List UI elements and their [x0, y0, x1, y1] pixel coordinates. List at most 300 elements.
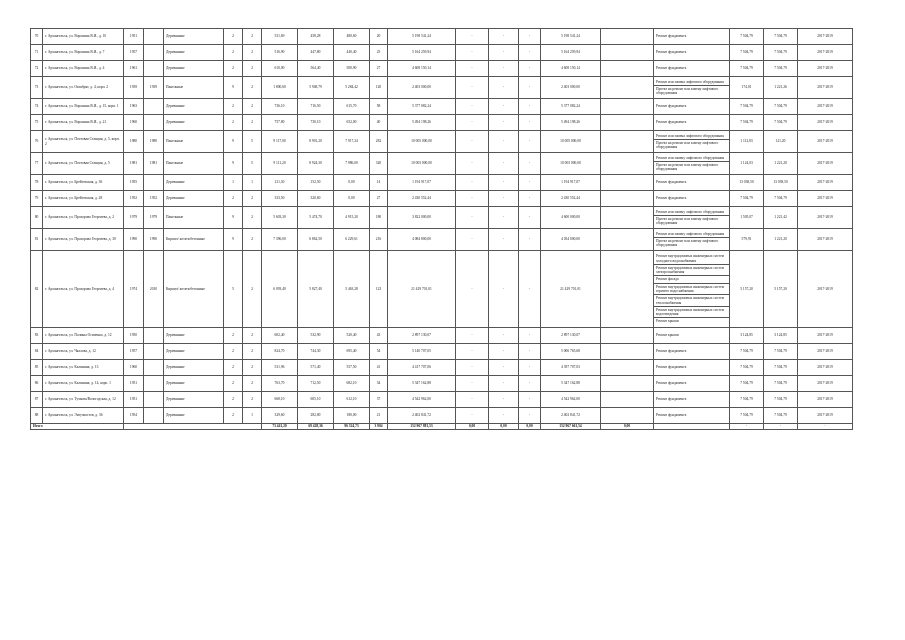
fund-cell-1: -: [456, 392, 489, 408]
total-works-blank: [654, 424, 730, 430]
year-built-cell: 1990: [124, 229, 144, 251]
work-types-cell: [654, 29, 730, 45]
entrances-cell: 2: [243, 191, 262, 207]
capital-fund-cell: 5 006 765,68: [541, 344, 601, 360]
entrances-cell: 5: [243, 153, 262, 175]
capital-fund-cell: 5 164 259,94: [541, 45, 601, 61]
years-cell: 2017-2019: [798, 115, 853, 131]
table-row: [31, 408, 853, 424]
residents-cell: 41: [370, 360, 388, 376]
table-row: [31, 328, 853, 344]
floors-cell: 2: [224, 376, 243, 392]
fund-cell-2: -: [489, 207, 519, 229]
repair-cost-cell: 10 005 000,00: [388, 131, 456, 153]
capital-fund-cell: 5 198 541,24: [541, 29, 601, 45]
total-unit-cost: -: [730, 424, 764, 430]
residents-cell: 27: [370, 61, 388, 77]
floors-cell: 2: [224, 45, 243, 61]
entrances-cell: 2: [243, 344, 262, 360]
residential-area-cell: 6 229,61: [334, 229, 370, 251]
work-type-item: Ремонт фундамента: [656, 413, 687, 418]
work-type-item: Ремонт фундамента: [656, 180, 687, 185]
entrances-cell: 2: [243, 99, 262, 115]
wall-material-cell: Деревянные: [164, 175, 224, 191]
residents-cell: 123: [370, 251, 388, 328]
total-area-cell: 668,10: [262, 392, 298, 408]
work-type-item: Ремонт или замена лифтового оборудования: [654, 79, 729, 86]
address-cell: г. Архангельск, ул. Брейтовская, д. 36: [43, 175, 124, 191]
fund-cell-4: [601, 153, 654, 175]
residential-area-cell: 5 463,28: [334, 251, 370, 328]
fund-cell-4: [601, 175, 654, 191]
table-row: [31, 77, 853, 99]
year-built-cell: 1981: [124, 153, 144, 175]
residents-cell: 180: [370, 207, 388, 229]
fund-cell-4: [601, 376, 654, 392]
address-cell: г. Архангельск, ул. Калинина, д. 13: [43, 360, 124, 376]
table-row: [31, 392, 853, 408]
wall-material-cell: Деревянные: [164, 328, 224, 344]
year-renovated-cell: [144, 328, 164, 344]
year-renovated-cell: 1952: [144, 191, 164, 207]
year-renovated-cell: 1990: [144, 229, 164, 251]
fund-cell-2: -: [489, 360, 519, 376]
address-cell: г. Архангельск, ул. Воронина В.И., д. 4: [43, 61, 124, 77]
fund-cell-1: -: [456, 328, 489, 344]
wall-material-cell: Деревянные: [164, 360, 224, 376]
work-type-item: Ремонт фундамента: [656, 66, 687, 71]
premises-area-cell: 712,50: [298, 376, 334, 392]
year-built-cell: 1979: [124, 207, 144, 229]
repair-cost-cell: 5 164 259,94: [388, 45, 456, 61]
work-types-cell: [654, 191, 730, 207]
year-renovated-cell: 1980: [144, 131, 164, 153]
residents-cell: 54: [370, 344, 388, 360]
fund-cell-4: [601, 229, 654, 251]
table-row: [31, 99, 853, 115]
year-built-cell: 1963: [124, 99, 144, 115]
entrances-cell: 2: [243, 392, 262, 408]
total-area-cell: 531,69: [262, 29, 298, 45]
entrances-cell: 2: [243, 77, 262, 99]
years-cell: 2017-2019: [798, 376, 853, 392]
work-type-item: Ремонт фундамента: [656, 196, 687, 201]
work-type-item: Ремонт или замену лифтового оборудования: [654, 155, 729, 162]
years-cell: 2017-2019: [798, 131, 853, 153]
fund-cell-2: -: [489, 99, 519, 115]
total-fund-3: 0,00: [519, 424, 541, 430]
work-type-item: Ремонт крыши: [656, 319, 679, 324]
year-built-cell: 1957: [124, 45, 144, 61]
fund-cell-2: -: [489, 392, 519, 408]
residential-area-cell: 695,40: [334, 344, 370, 360]
capital-fund-cell: 21 429 701,01: [541, 251, 601, 328]
fund-cell-1: -: [456, 29, 489, 45]
years-cell: 2017-2019: [798, 408, 853, 424]
capital-fund-cell: 4 600 000,00: [541, 207, 601, 229]
repair-cost-cell: 2 430 552,44: [388, 191, 456, 207]
total-residential-area: 96 324,73: [334, 424, 370, 430]
table-row: [31, 175, 853, 191]
premises-area-cell: 8 901,20: [298, 131, 334, 153]
floors-cell: 2: [224, 344, 243, 360]
capital-fund-cell: 5 377 082,24: [541, 99, 601, 115]
residents-cell: 320: [370, 153, 388, 175]
repair-cost-cell: 5 198 541,24: [388, 29, 456, 45]
address-cell: г. Архангельск, ул. Воронина В.И., д. 7: [43, 45, 124, 61]
floors-cell: 2: [224, 29, 243, 45]
work-type-item: Ремонт фундамента: [656, 365, 687, 370]
entrances-cell: 2: [243, 251, 262, 328]
fund-cell-2: -: [489, 376, 519, 392]
fund-cell-3: -: [519, 376, 541, 392]
work-type-item: Ремонт фундамента: [656, 397, 687, 402]
row-number: 76: [31, 131, 43, 153]
years-cell: 2017-2019: [798, 29, 853, 45]
row-number: 88: [31, 408, 43, 424]
premises-area-cell: 5 948,79: [298, 77, 334, 99]
table-row: [31, 207, 853, 229]
years-cell: 2017-2019: [798, 344, 853, 360]
address-cell: г. Архангельск, ул. Почтовая Станция, д. 5: [43, 153, 124, 175]
total-area-cell: 736,10: [262, 99, 298, 115]
work-type-item: Ремонт фундамента: [656, 120, 687, 125]
residential-area-cell: 520,40: [334, 328, 370, 344]
residents-cell: 27: [370, 191, 388, 207]
unit-cost-cell: 5 157,20: [730, 251, 764, 328]
work-type-item: Ремонт фундамента: [656, 50, 687, 55]
wall-material-cell: Деревянные: [164, 191, 224, 207]
max-cost-cell: 7 504,79: [764, 45, 798, 61]
capital-fund-cell: 2 402 841,72: [541, 408, 601, 424]
unit-cost-cell: 7 504,79: [730, 191, 764, 207]
fund-cell-1: -: [456, 175, 489, 191]
work-type-item: Ремонт фундамента: [656, 349, 687, 354]
year-renovated-cell: [144, 61, 164, 77]
total-area-cell: 763,70: [262, 376, 298, 392]
unit-cost-cell: 7 504,79: [730, 344, 764, 360]
year-built-cell: 1960: [124, 115, 144, 131]
repair-cost-cell: 1 194 917,07: [388, 175, 456, 191]
total-area-cell: 9 111,20: [262, 153, 298, 175]
wall-material-cell: Панельные: [164, 153, 224, 175]
work-type-item: Проект на ремонт или замену лифтового оборудования: [656, 162, 719, 172]
fund-cell-3: -: [519, 344, 541, 360]
work-types-cell: [654, 153, 730, 175]
fund-cell-4: [601, 344, 654, 360]
table-row: [31, 115, 853, 131]
row-number: 79: [31, 191, 43, 207]
repair-cost-cell: 5 140 707,05: [388, 344, 456, 360]
max-cost-cell: 7 504,79: [764, 408, 798, 424]
residents-cell: 58: [370, 99, 388, 115]
max-cost-cell: 7 504,79: [764, 115, 798, 131]
fund-cell-3: -: [519, 207, 541, 229]
wall-material-cell: Деревянные: [164, 115, 224, 131]
fund-cell-4: [601, 77, 654, 99]
total-area-cell: 5 603,30: [262, 207, 298, 229]
total-area-cell: 602,40: [262, 328, 298, 344]
entrances-cell: 5: [243, 131, 262, 153]
floors-cell: 5: [224, 251, 243, 328]
fund-cell-1: -: [456, 251, 489, 328]
year-built-cell: 1954: [124, 408, 144, 424]
capital-fund-cell: 4 542 962,00: [541, 392, 601, 408]
work-type-item: Ремонт или замена лифтового оборудования: [654, 133, 729, 140]
work-types-cell: [654, 131, 730, 153]
years-cell: 2017-2019: [798, 77, 853, 99]
wall-material-cell: Панельные: [164, 207, 224, 229]
work-types-cell: [654, 175, 730, 191]
total-premises-area: 69 428,36: [298, 424, 334, 430]
wall-material-cell: Панельные: [164, 131, 224, 153]
max-cost-cell: 1 221,20: [764, 153, 798, 175]
residential-area-cell: 0,00: [334, 191, 370, 207]
fund-cell-3: -: [519, 45, 541, 61]
floors-cell: 2: [224, 360, 243, 376]
work-type-item: Ремонт или замену лифтового оборудования: [654, 209, 729, 216]
total-capital-fund: 152 967 661,54: [541, 424, 601, 430]
capital-fund-cell: 5 347 162,88: [541, 376, 601, 392]
fund-cell-3: -: [519, 61, 541, 77]
wall-material-cell: Кирпич/ железобетонные: [164, 229, 224, 251]
max-cost-cell: 5 157,20: [764, 251, 798, 328]
wall-material-cell: Деревянные: [164, 376, 224, 392]
entrances-cell: 2: [243, 328, 262, 344]
max-cost-cell: 1 221,26: [764, 77, 798, 99]
years-cell: 2017-2019: [798, 207, 853, 229]
max-cost-cell: 7 504,79: [764, 61, 798, 77]
year-built-cell: 1974: [124, 251, 144, 328]
residential-area-cell: 4 915,20: [334, 207, 370, 229]
capital-fund-cell: 2 897 130,07: [541, 328, 601, 344]
address-cell: г. Архангельск, ул. Воронина В.И., д. 15, корп. 1: [43, 99, 124, 115]
premises-area-cell: 8 924,30: [298, 153, 334, 175]
floors-cell: 2: [224, 61, 243, 77]
repair-cost-cell: 4 084 800,00: [388, 229, 456, 251]
fund-cell-3: -: [519, 175, 541, 191]
fund-cell-1: -: [456, 229, 489, 251]
unit-cost-cell: 7 504,79: [730, 29, 764, 45]
fund-cell-1: -: [456, 191, 489, 207]
table-row: [31, 251, 853, 328]
total-fund-2: 0,00: [489, 424, 519, 430]
total-area-cell: 516,90: [262, 45, 298, 61]
total-area: 73 441,20: [262, 424, 298, 430]
year-renovated-cell: [144, 392, 164, 408]
unit-cost-cell: 7 504,79: [730, 392, 764, 408]
fund-cell-2: -: [489, 45, 519, 61]
fund-cell-4: [601, 99, 654, 115]
unit-cost-cell: 579,91: [730, 229, 764, 251]
work-types-cell: [654, 45, 730, 61]
floors-cell: 9: [224, 207, 243, 229]
repair-cost-cell: 3 822 000,00: [388, 207, 456, 229]
max-cost-cell: 3 124,85: [764, 328, 798, 344]
total-fund-4: 0,00: [601, 424, 654, 430]
address-cell: г. Архангельск, ул. Воронина В.И., д. 21: [43, 115, 124, 131]
address-cell: г. Архангельск, ул. Прохорова Георгиева, д. 30: [43, 229, 124, 251]
residential-area-cell: 7 986,00: [334, 153, 370, 175]
total-area-cell: 6 093,40: [262, 251, 298, 328]
total-residents: 3 904: [370, 424, 388, 430]
fund-cell-1: -: [456, 360, 489, 376]
fund-cell-1: -: [456, 207, 489, 229]
work-types-cell: [654, 61, 730, 77]
fund-cell-4: [601, 408, 654, 424]
fund-cell-4: [601, 191, 654, 207]
floors-cell: 2: [224, 191, 243, 207]
address-cell: г. Архангельск, ул. Чкалова, д. 12: [43, 344, 124, 360]
fund-cell-2: -: [489, 115, 519, 131]
years-cell: 2017-2019: [798, 251, 853, 328]
table-row: [31, 191, 853, 207]
year-renovated-cell: 1939: [144, 77, 164, 99]
fund-cell-2: -: [489, 229, 519, 251]
total-area-cell: 1 800,60: [262, 77, 298, 99]
residents-cell: 43: [370, 328, 388, 344]
fund-cell-3: -: [519, 191, 541, 207]
year-renovated-cell: [144, 408, 164, 424]
years-cell: 2017-2019: [798, 392, 853, 408]
work-types-cell: [654, 360, 730, 376]
years-cell: 2017-2019: [798, 229, 853, 251]
work-types-cell: [654, 77, 730, 99]
capital-fund-cell: 4 608 150,14: [541, 61, 601, 77]
residential-area-cell: 682,10: [334, 376, 370, 392]
year-renovated-cell: [144, 376, 164, 392]
fund-cell-4: [601, 115, 654, 131]
floors-cell: 2: [224, 392, 243, 408]
work-type-item: Ремонт внутридомовых инженерных систем горячего водоснабжения: [654, 284, 729, 296]
fund-cell-1: -: [456, 131, 489, 153]
row-number: 73: [31, 77, 43, 99]
premises-area-cell: 320,60: [298, 191, 334, 207]
residents-cell: 34: [370, 376, 388, 392]
work-type-item: Проект на ремонт или замену лифтового оборудования: [656, 86, 719, 96]
work-types-cell: [654, 376, 730, 392]
floors-cell: 1: [224, 175, 243, 191]
table-row: [31, 360, 853, 376]
premises-area-cell: 5 827,40: [298, 251, 334, 328]
year-built-cell: 1960: [124, 360, 144, 376]
year-built-cell: 1951: [124, 392, 144, 408]
fund-cell-3: -: [519, 229, 541, 251]
fund-cell-3: -: [519, 77, 541, 99]
residential-area-cell: 440,40: [334, 45, 370, 61]
fund-cell-2: -: [489, 408, 519, 424]
residents-cell: 25: [370, 45, 388, 61]
year-built-cell: 1939: [124, 77, 144, 99]
address-cell: г. Архангельск, ул. Энтузиастов, д. 36: [43, 408, 124, 424]
address-cell: г. Архангельск, ул. Тучкова/Вологодская, д. 12: [43, 392, 124, 408]
max-cost-cell: 1 221,20: [764, 229, 798, 251]
work-type-item: Ремонт фундамента: [656, 34, 687, 39]
fund-cell-2: -: [489, 77, 519, 99]
entrances-cell: 1: [243, 408, 262, 424]
residents-cell: 21: [370, 408, 388, 424]
capital-fund-cell: 5 494 198,26: [541, 115, 601, 131]
wall-material-cell: Кирпич/ железобетонные: [164, 251, 224, 328]
premises-area-cell: 458,28: [298, 29, 334, 45]
fund-cell-4: [601, 392, 654, 408]
work-type-item: Ремонт фундамента: [656, 104, 687, 109]
fund-cell-4: [601, 131, 654, 153]
fund-cell-2: -: [489, 61, 519, 77]
fund-cell-4: [601, 29, 654, 45]
address-cell: г. Архангельск, ул. Калинина, д. 14, корп. 1: [43, 376, 124, 392]
year-renovated-cell: 2010: [144, 251, 164, 328]
max-cost-cell: 121,20: [764, 131, 798, 153]
year-renovated-cell: [144, 99, 164, 115]
years-cell: 2017-2019: [798, 175, 853, 191]
address-cell: г. Архангельск, ул. Прохорова Георгиева, д. 2: [43, 207, 124, 229]
capital-fund-cell: 2 430 552,44: [541, 191, 601, 207]
fund-cell-1: -: [456, 344, 489, 360]
row-number: 80: [31, 207, 43, 229]
entrances-cell: 2: [243, 376, 262, 392]
total-blank: [124, 424, 262, 430]
fund-cell-2: -: [489, 29, 519, 45]
residents-cell: 20: [370, 29, 388, 45]
fund-cell-3: -: [519, 392, 541, 408]
work-type-item: Ремонт фасада: [654, 276, 729, 283]
premises-area-cell: 564,40: [298, 61, 334, 77]
work-type-item: Ремонт внутридомовых инженерных систем холодного водоснабжения: [654, 253, 729, 265]
fund-cell-3: -: [519, 328, 541, 344]
premises-area-cell: 6 862,50: [298, 229, 334, 251]
fund-cell-2: -: [489, 344, 519, 360]
year-built-cell: 1957: [124, 344, 144, 360]
unit-cost-cell: 1 124,03: [730, 153, 764, 175]
unit-cost-cell: 7 504,79: [730, 45, 764, 61]
premises-area-cell: 730,10: [298, 115, 334, 131]
register-table-sheet: [30, 28, 852, 430]
work-type-item: Ремонт крыши: [656, 333, 679, 338]
year-renovated-cell: 1981: [144, 153, 164, 175]
wall-material-cell: Деревянные: [164, 29, 224, 45]
residents-cell: 37: [370, 392, 388, 408]
address-cell: г. Архангельск, ул. Воронина В.И., д. 10: [43, 29, 124, 45]
max-cost-cell: 7 504,79: [764, 392, 798, 408]
wall-material-cell: Панельные: [164, 77, 224, 99]
table-row: [31, 229, 853, 251]
year-renovated-cell: [144, 29, 164, 45]
entrances-cell: 2: [243, 115, 262, 131]
work-types-cell: [654, 344, 730, 360]
total-area-cell: 757,80: [262, 115, 298, 131]
fund-cell-2: -: [489, 251, 519, 328]
work-types-cell: [654, 408, 730, 424]
year-renovated-cell: 1979: [144, 207, 164, 229]
premises-area-cell: 152,50: [298, 175, 334, 191]
repair-cost-cell: 5 494 198,26: [388, 115, 456, 131]
table-row: [31, 376, 853, 392]
entrances-cell: 2: [243, 45, 262, 61]
year-built-cell: 1951: [124, 29, 144, 45]
residents-cell: 14: [370, 175, 388, 191]
repair-cost-cell: 21 429 701,01: [388, 251, 456, 328]
total-row: [31, 424, 853, 430]
row-number: 82: [31, 251, 43, 328]
premises-area-cell: 282,80: [298, 408, 334, 424]
year-renovated-cell: [144, 360, 164, 376]
wall-material-cell: Деревянные: [164, 344, 224, 360]
unit-cost-cell: 7 504,79: [730, 115, 764, 131]
year-renovated-cell: [144, 344, 164, 360]
work-type-item: Проект на ремонт или замену лифтового оборудования: [656, 216, 719, 226]
years-cell: 2017-2019: [798, 45, 853, 61]
